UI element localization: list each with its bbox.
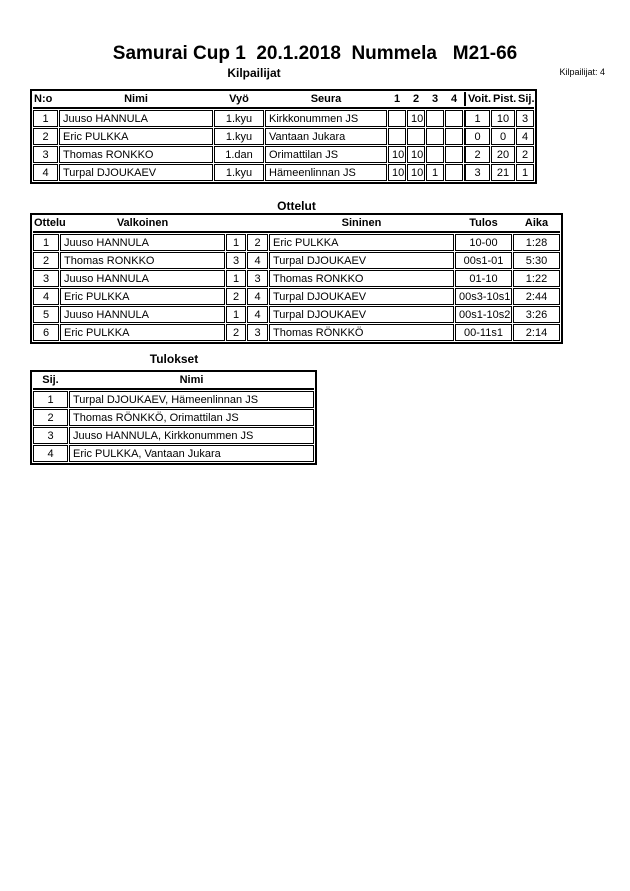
match-time: 1:28 <box>513 234 560 251</box>
match-no: 3 <box>33 270 59 287</box>
header-separator <box>33 107 534 109</box>
col-header-rank: Sij. <box>42 374 59 386</box>
competitor-points: 0 <box>491 128 515 145</box>
competitor-belt: 1.kyu <box>214 164 264 181</box>
white-player: Thomas RONKKO <box>60 252 225 269</box>
match-row <box>33 324 560 341</box>
results-header-row <box>33 373 314 387</box>
competitor-wins: 0 <box>464 128 490 145</box>
score-round-1: 10 <box>388 146 406 163</box>
match-no: 5 <box>33 306 59 323</box>
blue-player: Turpal DJOUKAEV <box>269 306 454 323</box>
white-player-no: 3 <box>226 252 246 269</box>
col-header-no: N:o <box>34 93 53 105</box>
blue-player: Thomas RÖNKKÖ <box>269 324 454 341</box>
match-row <box>33 270 560 287</box>
match-no: 1 <box>33 234 59 251</box>
competitors-section-title: Kilpailijat <box>227 66 281 80</box>
col-header-result: Tulos <box>469 217 498 229</box>
col-header-belt: Vyö <box>229 93 249 105</box>
white-player-no: 2 <box>226 324 246 341</box>
results-section-title: Tulokset <box>149 352 199 366</box>
match-row <box>33 234 560 251</box>
col-header-match-no: Ottelu <box>34 217 66 229</box>
results-table-grid <box>32 372 315 463</box>
match-time: 2:14 <box>513 324 560 341</box>
white-player: Juuso HANNULA <box>60 234 225 251</box>
score-round-1 <box>388 110 406 127</box>
white-player-no: 1 <box>226 234 246 251</box>
competitor-no: 2 <box>33 128 58 145</box>
blue-player-no: 3 <box>247 270 268 287</box>
blue-player-no: 4 <box>247 252 268 269</box>
competitors-header-row <box>33 92 534 106</box>
competitor-points: 20 <box>491 146 515 163</box>
blue-player: Turpal DJOUKAEV <box>269 252 454 269</box>
match-no: 6 <box>33 324 59 341</box>
blue-player: Turpal DJOUKAEV <box>269 288 454 305</box>
matches-header-row <box>33 216 560 230</box>
result-rank: 4 <box>33 445 68 462</box>
match-result: 00s3-10s1 <box>455 288 512 305</box>
match-no: 4 <box>33 288 59 305</box>
competitor-name: Turpal DJOUKAEV <box>59 164 213 181</box>
score-round-1: 10 <box>388 164 406 181</box>
col-header-round-2: 2 <box>412 93 420 105</box>
match-time: 2:44 <box>513 288 560 305</box>
competitor-wins: 2 <box>464 146 490 163</box>
competitor-rank: 4 <box>516 128 534 145</box>
competitor-rank: 1 <box>516 164 534 181</box>
blue-player: Thomas RONKKO <box>269 270 454 287</box>
white-player: Juuso HANNULA <box>60 270 225 287</box>
page-title: Samurai Cup 1 20.1.2018 Nummela M21-66 <box>112 43 518 64</box>
header-separator <box>33 388 314 390</box>
col-header-time: Aika <box>524 217 549 229</box>
col-header-blue-no <box>247 216 268 230</box>
white-player: Eric PULKKA <box>60 324 225 341</box>
col-header-rank: Sij. <box>518 93 535 105</box>
competitor-name: Juuso HANNULA <box>59 110 213 127</box>
competitor-club: Vantaan Jukara <box>265 128 387 145</box>
result-name: Juuso HANNULA, Kirkkonummen JS <box>69 427 314 444</box>
white-player: Juuso HANNULA <box>60 306 225 323</box>
result-name: Turpal DJOUKAEV, Hämeenlinnan JS <box>69 391 314 408</box>
competitor-row <box>33 110 534 127</box>
result-rank: 1 <box>33 391 68 408</box>
blue-player-no: 4 <box>247 288 268 305</box>
white-player-no: 1 <box>226 270 246 287</box>
result-row <box>33 391 314 408</box>
score-round-2: 10 <box>407 164 425 181</box>
matches-table <box>30 213 563 344</box>
competitor-wins: 3 <box>464 164 490 181</box>
competitor-row <box>33 164 534 181</box>
competitor-points: 21 <box>491 164 515 181</box>
competitor-name: Eric PULKKA <box>59 128 213 145</box>
col-header-name: Nimi <box>179 374 204 386</box>
match-time: 5:30 <box>513 252 560 269</box>
match-row <box>33 252 560 269</box>
score-round-3 <box>426 146 444 163</box>
result-name: Eric PULKKA, Vantaan Jukara <box>69 445 314 462</box>
match-time: 3:26 <box>513 306 560 323</box>
col-header-blue: Sininen <box>341 217 382 229</box>
result-name: Thomas RÖNKKÖ, Orimattilan JS <box>69 409 314 426</box>
match-result: 00s1-01 <box>455 252 512 269</box>
col-header-white: Valkoinen <box>116 217 169 229</box>
match-row <box>33 306 560 323</box>
competitor-belt: 1.kyu <box>214 110 264 127</box>
result-rank: 2 <box>33 409 68 426</box>
match-result: 00s1-10s2 <box>455 306 512 323</box>
score-round-4 <box>445 128 463 145</box>
score-round-3 <box>426 110 444 127</box>
competitor-points: 10 <box>491 110 515 127</box>
col-header-white-no <box>226 216 246 230</box>
col-header-wins: Voit. <box>464 92 490 106</box>
blue-player: Eric PULKKA <box>269 234 454 251</box>
competitors-table <box>30 89 537 184</box>
matches-table-grid <box>32 215 561 342</box>
competitor-rank: 2 <box>516 146 534 163</box>
score-round-3: 1 <box>426 164 444 181</box>
competitors-count: Kilpailijat: 4 <box>559 67 605 77</box>
score-round-3 <box>426 128 444 145</box>
result-row <box>33 409 314 426</box>
competitor-name: Thomas RONKKO <box>59 146 213 163</box>
col-header-points: Pist. <box>493 93 517 105</box>
competitor-no: 1 <box>33 110 58 127</box>
white-player: Eric PULKKA <box>60 288 225 305</box>
white-player-no: 2 <box>226 288 246 305</box>
matches-section-title: Ottelut <box>277 199 316 213</box>
score-round-4 <box>445 110 463 127</box>
blue-player-no: 3 <box>247 324 268 341</box>
competitor-rank: 3 <box>516 110 534 127</box>
match-no: 2 <box>33 252 59 269</box>
white-player-no: 1 <box>226 306 246 323</box>
competitor-row <box>33 128 534 145</box>
results-table <box>30 370 317 465</box>
competitor-belt: 1.dan <box>214 146 264 163</box>
score-round-4 <box>445 146 463 163</box>
header-separator <box>33 231 560 233</box>
score-round-1 <box>388 128 406 145</box>
competitor-no: 3 <box>33 146 58 163</box>
match-result: 00-11s1 <box>455 324 512 341</box>
blue-player-no: 2 <box>247 234 268 251</box>
match-result: 10-00 <box>455 234 512 251</box>
match-result: 01-10 <box>455 270 512 287</box>
competitor-belt: 1.kyu <box>214 128 264 145</box>
result-row <box>33 427 314 444</box>
score-round-4 <box>445 164 463 181</box>
match-row <box>33 288 560 305</box>
competitor-club: Kirkkonummen JS <box>265 110 387 127</box>
competitor-club: Orimattilan JS <box>265 146 387 163</box>
result-row <box>33 445 314 462</box>
score-round-2 <box>407 128 425 145</box>
competitor-row <box>33 146 534 163</box>
blue-player-no: 4 <box>247 306 268 323</box>
col-header-round-1: 1 <box>393 93 401 105</box>
col-header-round-4: 4 <box>450 93 458 105</box>
match-time: 1:22 <box>513 270 560 287</box>
score-round-2: 10 <box>407 146 425 163</box>
result-rank: 3 <box>33 427 68 444</box>
col-header-round-3: 3 <box>431 93 439 105</box>
competitor-wins: 1 <box>464 110 490 127</box>
competitors-table-grid <box>32 91 535 182</box>
competitor-no: 4 <box>33 164 58 181</box>
competitor-club: Hämeenlinnan JS <box>265 164 387 181</box>
col-header-club: Seura <box>310 93 342 105</box>
col-header-name: Nimi <box>124 93 148 105</box>
score-round-2: 10 <box>407 110 425 127</box>
